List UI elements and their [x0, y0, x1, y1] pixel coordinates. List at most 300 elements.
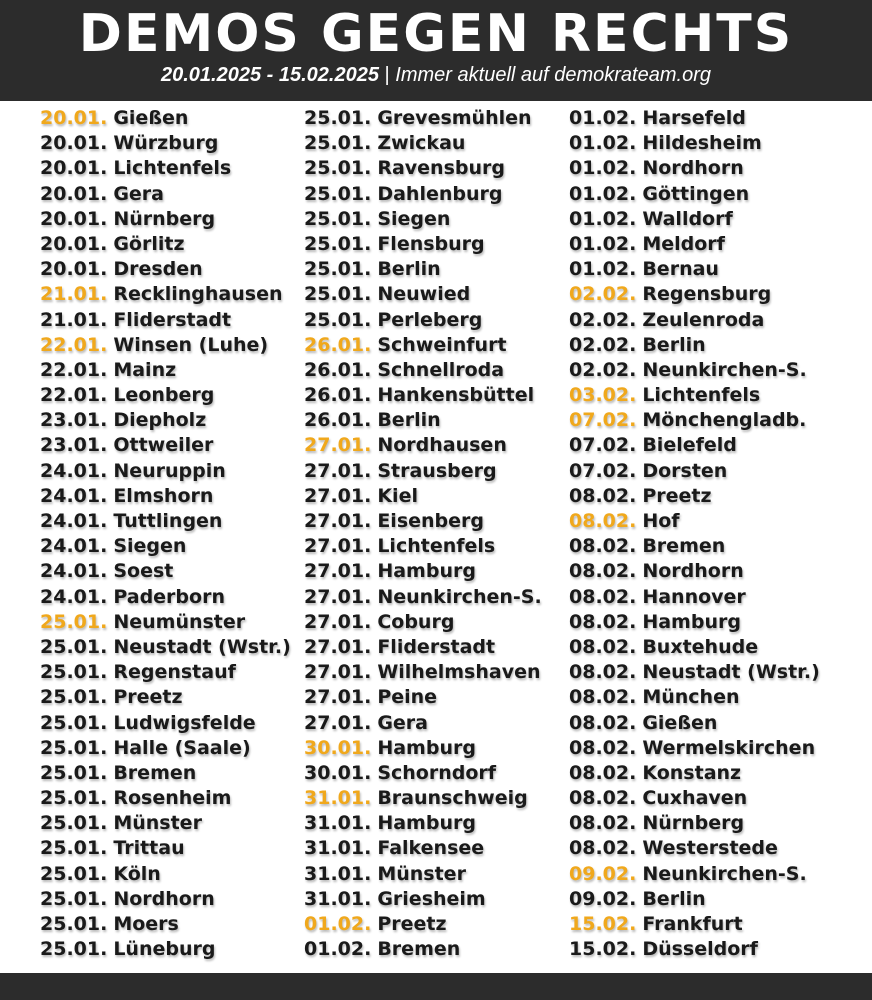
demo-city: Gießen [642, 711, 718, 734]
demo-list-item [304, 408, 566, 433]
demo-list-item [40, 937, 302, 962]
demo-city: Buxtehude [642, 635, 759, 658]
demo-list-item [569, 131, 849, 156]
demo-date: 09.02. [569, 862, 637, 885]
demo-city: Wilhelmshaven [377, 661, 541, 684]
demo-list-item [569, 534, 849, 559]
demo-list-item [569, 509, 849, 534]
demo-date: 21.01. [40, 283, 108, 306]
demo-date: 07.02. [569, 434, 637, 457]
demo-list-item [569, 232, 849, 257]
demo-list-item [569, 610, 849, 635]
demo-city: Lichtenfels [377, 535, 496, 558]
demo-date: 26.01. [304, 333, 372, 356]
demo-list-item [40, 635, 302, 660]
demo-date: 01.02. [569, 232, 637, 255]
demo-date: 08.02. [569, 484, 637, 507]
demo-city: Westerstede [642, 837, 778, 860]
demo-city: Griesheim [377, 887, 486, 910]
demo-city: Schorndorf [377, 761, 497, 784]
demo-city: Lüneburg [113, 938, 216, 961]
demo-city: Regenstauf [113, 661, 236, 684]
demo-date: 24.01. [40, 459, 108, 482]
demo-list-item [40, 383, 302, 408]
demo-date: 27.01. [304, 635, 372, 658]
demo-list-column-3 [569, 106, 849, 962]
demo-list-item [569, 308, 849, 333]
demo-list-item [304, 484, 566, 509]
demo-date: 08.02. [569, 585, 637, 608]
demo-city: Gera [377, 711, 429, 734]
demo-date: 25.01. [40, 610, 108, 633]
demo-date: 08.02. [569, 510, 637, 532]
demo-list-item [304, 937, 566, 962]
demo-city: Hamburg [377, 812, 476, 835]
demo-date: 25.01. [40, 761, 108, 784]
demo-city: Regensburg [642, 283, 772, 306]
demo-list-item [304, 308, 566, 333]
demo-city: Hamburg [377, 560, 476, 583]
demo-date: 08.02. [569, 736, 637, 759]
demo-date: 20.01. [40, 182, 108, 205]
demo-date: 25.01. [40, 736, 108, 759]
demo-date: 25.01. [40, 635, 108, 658]
demo-date: 24.01. [40, 535, 108, 558]
demo-city: Köln [113, 862, 161, 885]
demo-date: 25.01. [304, 283, 372, 306]
demo-date: 25.01. [40, 661, 108, 684]
demo-city: Preetz [113, 686, 183, 709]
demo-date: 31.01. [304, 812, 372, 835]
demo-date: 27.01. [304, 484, 372, 507]
demo-list-item [40, 610, 302, 635]
demo-city: Dahlenburg [377, 182, 503, 205]
demo-list-item [569, 786, 849, 811]
demo-date: 02.02. [569, 283, 637, 306]
demo-city: Hildesheim [642, 132, 762, 155]
demo-date: 22.01. [40, 384, 108, 407]
demo-date: 25.01. [304, 308, 372, 331]
demo-date: 31.01. [304, 837, 372, 860]
demo-list-item [569, 811, 849, 836]
demo-city: Leonberg [113, 384, 215, 407]
demo-city: Hof [642, 510, 680, 532]
demo-city: Nordhorn [642, 157, 744, 180]
demo-list-item [304, 106, 566, 131]
demo-date: 25.01. [304, 107, 372, 129]
demo-date: 08.02. [569, 837, 637, 860]
demo-list-item [40, 559, 302, 584]
demo-date: 08.02. [569, 635, 637, 658]
demo-list-item [40, 836, 302, 861]
demo-list-item [304, 736, 566, 761]
demo-city: Berlin [377, 258, 441, 281]
demo-city: Bernau [642, 258, 719, 281]
demo-list-item [304, 887, 566, 912]
demo-list-item [304, 761, 566, 786]
demo-date: 20.01. [40, 207, 108, 230]
demo-list-item [569, 156, 849, 181]
website-note: Immer aktuell auf demokrateam.org [395, 64, 711, 86]
demo-list-item [304, 156, 566, 181]
demo-date: 25.01. [40, 938, 108, 961]
demo-city: Tuttlingen [113, 510, 223, 532]
demo-list-item [569, 711, 849, 736]
demo-date: 31.01. [304, 787, 372, 810]
demo-date: 02.02. [569, 358, 637, 381]
demo-city: Coburg [377, 610, 455, 633]
demo-date: 08.02. [569, 661, 637, 684]
demo-list-item [569, 207, 849, 232]
demo-list-item [40, 711, 302, 736]
demo-city: Diepholz [113, 409, 207, 432]
demo-list-item [304, 358, 566, 383]
demo-list-item [569, 257, 849, 282]
demo-city: Perleberg [377, 308, 483, 331]
demo-list-item [304, 610, 566, 635]
demo-date: 15.02. [569, 913, 637, 935]
demo-date: 27.01. [304, 510, 372, 532]
demo-date: 30.01. [304, 761, 372, 784]
demo-list-item [569, 106, 849, 131]
demo-city: Peine [377, 686, 438, 709]
page-title: DEMOS GEGEN RECHTS [78, 4, 794, 64]
demo-list-item [40, 282, 302, 307]
demo-city: Wermelskirchen [642, 736, 816, 759]
demo-city: Grevesmühlen [377, 107, 532, 129]
demo-list-column-2 [304, 106, 566, 962]
demo-city: Bielefeld [642, 434, 737, 457]
demo-list-item [304, 534, 566, 559]
demo-date: 08.02. [569, 686, 637, 709]
demo-list-item [304, 282, 566, 307]
demo-list-item [569, 282, 849, 307]
demo-list-item [40, 484, 302, 509]
demo-city: Fliderstadt [377, 635, 496, 658]
demo-list-item [569, 358, 849, 383]
demo-city: Hankensbüttel [377, 384, 535, 407]
demo-city: Schweinfurt [377, 333, 507, 356]
demo-list-item [40, 811, 302, 836]
demo-list-item [40, 333, 302, 358]
demo-list-item [569, 862, 849, 887]
demo-list-item [569, 182, 849, 207]
demo-date: 08.02. [569, 711, 637, 734]
demo-city: Strausberg [377, 459, 497, 482]
demo-list-item [304, 207, 566, 232]
demo-date: 22.01. [40, 358, 108, 381]
demo-list-item [40, 786, 302, 811]
demo-date: 08.02. [569, 812, 637, 835]
demo-date: 27.01. [304, 585, 372, 608]
demo-date: 20.01. [40, 258, 108, 281]
demo-list-item [40, 736, 302, 761]
demo-list-item [40, 207, 302, 232]
demo-date: 25.01. [40, 787, 108, 810]
demo-date: 23.01. [40, 409, 108, 432]
demo-list-item [40, 459, 302, 484]
page-subtitle [0, 62, 872, 88]
demo-list-item [569, 761, 849, 786]
demo-date: 21.01. [40, 308, 108, 331]
demo-list-item [569, 836, 849, 861]
demo-date: 31.01. [304, 862, 372, 885]
demo-list-item [569, 484, 849, 509]
demo-date: 01.02. [569, 182, 637, 205]
demo-date: 20.01. [40, 232, 108, 255]
demo-list-item [40, 761, 302, 786]
demo-list-item [304, 459, 566, 484]
demo-date: 01.02. [569, 132, 637, 155]
demo-date: 08.02. [569, 535, 637, 558]
demo-list-item [304, 182, 566, 207]
demo-city: Recklinghausen [113, 283, 283, 306]
demo-city: Mönchengladb. [642, 409, 807, 432]
demo-city: Göttingen [642, 182, 750, 205]
demo-date: 20.01. [40, 107, 108, 129]
demo-list-item [304, 685, 566, 710]
demo-city: Hamburg [642, 610, 741, 633]
demo-city: Gera [113, 182, 165, 205]
demo-date: 25.01. [40, 686, 108, 709]
demo-city: Würzburg [113, 132, 219, 155]
demo-city: Fliderstadt [113, 308, 232, 331]
demo-city: Cuxhaven [642, 787, 748, 810]
demo-list-item [569, 937, 849, 962]
demo-list-item [40, 308, 302, 333]
demo-date: 20.01. [40, 157, 108, 180]
demo-date: 25.01. [304, 132, 372, 155]
demo-list-item [304, 383, 566, 408]
demo-list-item [40, 912, 302, 937]
demo-list-item [304, 635, 566, 660]
demo-list-item [304, 912, 566, 937]
demo-list-item [304, 811, 566, 836]
demo-date: 01.02. [569, 157, 637, 180]
demo-list-item [304, 559, 566, 584]
demo-date: 23.01. [40, 434, 108, 457]
demo-city: Nordhorn [113, 887, 215, 910]
demo-city: München [642, 686, 740, 709]
demo-date: 01.02. [569, 207, 637, 230]
demo-city: Münster [113, 812, 202, 835]
demo-date: 08.02. [569, 787, 637, 810]
demo-city: Nürnberg [113, 207, 216, 230]
demo-list-item [304, 585, 566, 610]
demo-date: 22.01. [40, 333, 108, 356]
demo-city: Nordhausen [377, 434, 507, 457]
demo-date: 30.01. [304, 736, 372, 759]
demo-date: 25.01. [40, 887, 108, 910]
header-bar [0, 0, 872, 101]
demo-list-column-1 [40, 106, 302, 962]
demo-date: 26.01. [304, 384, 372, 407]
demo-date: 27.01. [304, 434, 372, 457]
demo-date: 27.01. [304, 711, 372, 734]
demo-list-item [569, 660, 849, 685]
demo-city: Bremen [642, 535, 726, 558]
demo-city: Lichtenfels [113, 157, 232, 180]
demo-city: Ottweiler [113, 434, 214, 457]
demo-city: Neunkirchen-S. [377, 585, 542, 608]
demo-list-item [569, 635, 849, 660]
demo-city: Paderborn [113, 585, 225, 608]
demo-date: 02.02. [569, 333, 637, 356]
demo-date: 02.02. [569, 308, 637, 331]
demo-date: 25.01. [40, 913, 108, 935]
demo-date: 24.01. [40, 560, 108, 583]
demo-city: Münster [377, 862, 466, 885]
demo-date: 25.01. [40, 837, 108, 860]
demo-list-item [40, 887, 302, 912]
demo-list-item [569, 333, 849, 358]
demo-city: Neuruppin [113, 459, 226, 482]
demo-city: Görlitz [113, 232, 185, 255]
demo-date: 25.01. [304, 232, 372, 255]
demo-city: Ludwigsfelde [113, 711, 256, 734]
demo-date: 01.02. [569, 107, 637, 129]
demo-list-item [304, 257, 566, 282]
demo-city: Rosenheim [113, 787, 232, 810]
demo-list-item [304, 862, 566, 887]
demo-date: 27.01. [304, 560, 372, 583]
demo-list-item [304, 433, 566, 458]
demo-date: 09.02. [569, 887, 637, 910]
demo-city: Siegen [377, 207, 451, 230]
demo-list-item [40, 182, 302, 207]
demo-date: 24.01. [40, 510, 108, 532]
demo-city: Zeulenroda [642, 308, 765, 331]
demo-list-item [569, 585, 849, 610]
demo-list-item [40, 232, 302, 257]
demo-city: Mainz [113, 358, 177, 381]
demo-date: 27.01. [304, 686, 372, 709]
demo-date: 25.01. [304, 258, 372, 281]
demo-date: 07.02. [569, 459, 637, 482]
demo-city: Neunkirchen-S. [642, 862, 807, 885]
demo-city: Berlin [642, 333, 706, 356]
demo-date: 26.01. [304, 358, 372, 381]
demo-city: Elmshorn [113, 484, 214, 507]
demo-city: Braunschweig [377, 787, 528, 810]
demo-city: Neustadt (Wstr.) [113, 635, 291, 658]
demo-list-item [40, 534, 302, 559]
demo-list-item [304, 836, 566, 861]
demo-list-item [40, 408, 302, 433]
demo-list-item [304, 232, 566, 257]
demo-list-item [304, 786, 566, 811]
demo-date: 24.01. [40, 585, 108, 608]
demo-date: 27.01. [304, 459, 372, 482]
demo-city: Neustadt (Wstr.) [642, 661, 820, 684]
demo-date: 24.01. [40, 484, 108, 507]
demo-city: Frankfurt [642, 913, 743, 935]
demo-date: 03.02. [569, 384, 637, 407]
demo-city: Preetz [642, 484, 712, 507]
demo-city: Winsen (Luhe) [113, 333, 269, 356]
demo-city: Lichtenfels [642, 384, 761, 407]
demo-city: Ravensburg [377, 157, 505, 180]
demo-city: Soest [113, 560, 174, 583]
demo-list-item [40, 585, 302, 610]
demo-list-item [40, 660, 302, 685]
demo-list-item [569, 559, 849, 584]
demo-date: 31.01. [304, 887, 372, 910]
demo-city: Preetz [377, 913, 447, 935]
demo-city: Neuwied [377, 283, 471, 306]
demo-list-item [40, 131, 302, 156]
demo-city: Walldorf [642, 207, 733, 230]
demo-date: 27.01. [304, 661, 372, 684]
demo-list-item [40, 433, 302, 458]
demo-city: Nürnberg [642, 812, 745, 835]
demo-date: 08.02. [569, 560, 637, 583]
demo-list-item [569, 408, 849, 433]
demo-list-item [40, 685, 302, 710]
demo-city: Gießen [113, 107, 189, 129]
subtitle-separator: | [384, 64, 390, 86]
footer-bar [0, 973, 872, 1000]
demo-city: Kiel [377, 484, 418, 507]
demo-city: Düsseldorf [642, 938, 758, 961]
demo-city: Halle (Saale) [113, 736, 251, 759]
demo-city: Dorsten [642, 459, 728, 482]
demo-city: Hamburg [377, 736, 476, 759]
demo-list-item [40, 156, 302, 181]
demo-list-item [40, 358, 302, 383]
demo-date: 26.01. [304, 409, 372, 432]
demo-list-item [569, 685, 849, 710]
demo-city: Trittau [113, 837, 185, 860]
demo-date: 25.01. [304, 207, 372, 230]
demo-date: 25.01. [304, 157, 372, 180]
demo-list-item [569, 459, 849, 484]
demo-list-item [304, 333, 566, 358]
demo-list-item [304, 660, 566, 685]
demo-list-item [569, 736, 849, 761]
demo-date: 25.01. [40, 812, 108, 835]
demo-city: Dresden [113, 258, 203, 281]
demo-date: 01.02. [304, 938, 372, 961]
demo-date: 27.01. [304, 610, 372, 633]
demo-date: 20.01. [40, 132, 108, 155]
demo-city: Bremen [113, 761, 197, 784]
demo-list-item [569, 912, 849, 937]
demo-list-item [40, 509, 302, 534]
demo-list-item [40, 862, 302, 887]
demo-date: 01.02. [569, 258, 637, 281]
demo-date: 07.02. [569, 409, 637, 432]
demo-list-item [569, 383, 849, 408]
demo-city: Harsefeld [642, 107, 746, 129]
demo-date: 27.01. [304, 535, 372, 558]
demo-date: 15.02. [569, 938, 637, 961]
demo-city: Bremen [377, 938, 461, 961]
demo-city: Hannover [642, 585, 746, 608]
demo-city: Flensburg [377, 232, 485, 255]
demo-date: 08.02. [569, 761, 637, 784]
demo-city: Berlin [642, 887, 706, 910]
demo-list-item [40, 106, 302, 131]
demo-list-item [304, 131, 566, 156]
demo-city: Falkensee [377, 837, 485, 860]
demo-date: 25.01. [304, 182, 372, 205]
demo-list-item [569, 887, 849, 912]
demo-city: Schnellroda [377, 358, 505, 381]
demo-date: 25.01. [40, 711, 108, 734]
demo-city: Eisenberg [377, 510, 484, 532]
demo-list-item [304, 509, 566, 534]
